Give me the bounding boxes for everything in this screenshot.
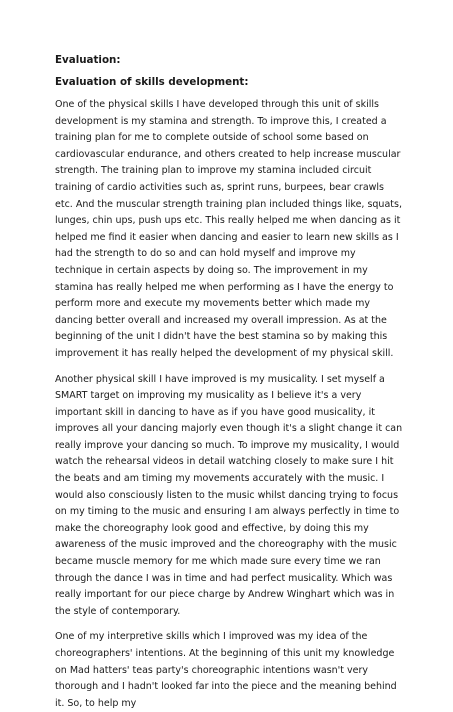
section-heading: Evaluation: — [55, 54, 121, 66]
section-subheading: Evaluation of skills development: — [55, 76, 249, 88]
paragraph-interpretive: One of my interpretive skills which I improved was my idea of the choreographers' intentions. At the beginning of this unit my knowledge on Mad hatters' teas party's choreographic intentions wasn't very thorough and I hadn't looked far into the piece and the meaning behind it. So, to help my — [55, 631, 397, 709]
paragraph-stamina: One of the physical skills I have developed through this unit of skills development is my stamina and strength. To improve this, I created a training plan for me to complete outside of school some based on cardiovascular endurance, and others created to help increase muscular strength. The training plan to improve my stamina included circuit training of cardio activities such as, sprint runs, burpees, bear crawls etc. And the muscular strength training plan included things like, squats, lunges, chin ups, push ups etc. This really helped me when dancing as it helped me find it easier when dancing and easier to learn new skills as I had the strength to do so and can hold myself and improve my technique in certain aspects by doing so. The improvement in my stamina has really helped me when performing as I have the energy to perform more and execute my movements better which made my dancing better overall and increased my overall impression. As at the beginning of the unit I didn't have the best stamina so by making this improvement it has really helped the development of my physical skill. — [55, 99, 402, 359]
paragraph-musicality: Another physical skill I have improved is my musicality. I set myself a SMART target on improving my musicality as I believe it's a very important skill in dancing to have as if you have good musicality, it improves all your dancing majorly even though it's a slight change it can really improve your dancing so much. To improve my musicality, I would watch the rehearsal videos in detail watching closely to make sure I hit the beats and am timing my movements accurately with the music. I would also consciously listen to the music whilst dancing trying to focus on my timing to the music and ensuring I am always perfectly in time to make the choreography look good and effective, by doing this my awareness of the music improved and the choreography with the music became muscle memory for me which made sure every time we ran through the dance I was in time and had perfect musicality. Which was really important for our piece charge by Andrew Winghart which was in the style of contemporary. — [55, 373, 403, 617]
